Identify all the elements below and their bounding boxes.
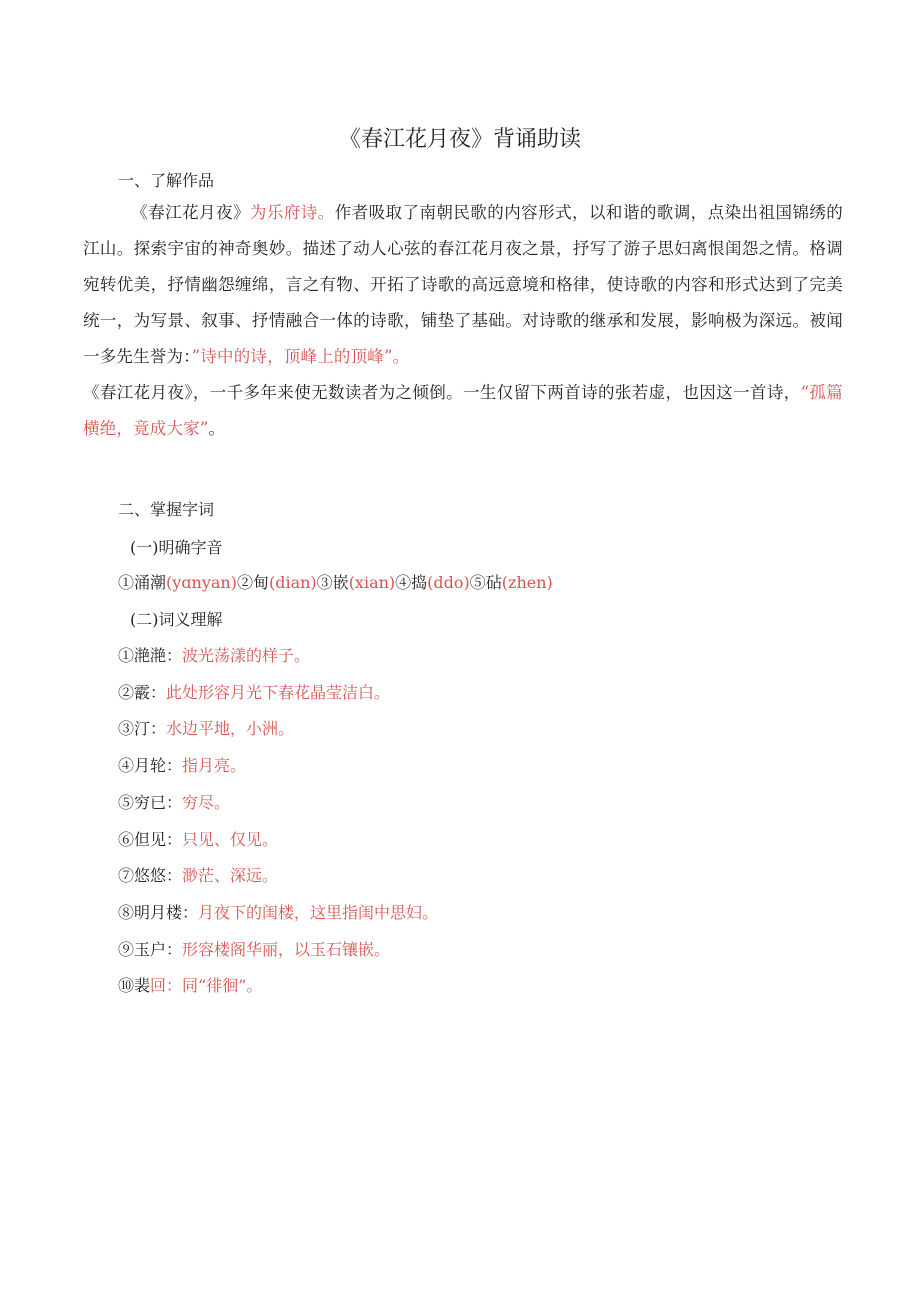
term-row	[118, 900, 438, 923]
term-word: ①滟滟：	[118, 646, 183, 665]
pinyin-row	[118, 570, 553, 593]
term-word: ⑨玉户：	[118, 939, 183, 959]
pinyin-value: (xian)	[348, 573, 396, 592]
term-meaning: 水边平地，小洲。	[166, 719, 295, 739]
text-run: 。	[208, 419, 226, 438]
term-word: ⑤穷已：	[118, 792, 183, 812]
text-run: ”诗中的诗，顶峰上的顶峰”。	[191, 347, 410, 366]
term-word: ⑩裴	[118, 976, 151, 996]
section-heading-2: 二、掌握字词	[118, 500, 215, 519]
text-run: 作者吸取了南朝民歌的内容形式，以和谐的歌调，点染出祖国锦绣的江山。探索宇宙的神奇奥妙。描述了动人心弦的春江花月夜之景，抒写了游子思妇离恨闺怨之情。格调宛转优美，抒情幽怨缠绵，言之有物、开拓了诗歌的高远意境和格律，使诗歌的内容和形式达到了完美统一，为写景、叙事、抒情融合一体的诗歌，铺垫了基础。对诗歌的继承和发展，影响极为深远。被闻一多先生誉为：	[83, 203, 844, 366]
term-row	[118, 716, 294, 739]
term-row	[118, 863, 278, 886]
subsection-pronunciation: (一)明确字音	[130, 538, 223, 557]
pinyin-word: ①涌潮	[118, 573, 167, 592]
paragraph-intro	[83, 195, 843, 375]
term-row	[118, 643, 310, 666]
term-word: ⑧明月楼：	[118, 902, 199, 922]
text-run: “孤篇横绝，竟成大家”	[83, 383, 843, 438]
term-word: ②霰：	[118, 682, 167, 702]
term-word: ⑦悠悠：	[118, 866, 183, 886]
term-meaning: 此处形容月光下春花晶莹洁白。	[166, 682, 391, 702]
pinyin-value: (zhen)	[501, 573, 553, 592]
text-run: 《春江花月夜》，一千多年来使无数读者为之倾倒。一生仅留下两首诗的张若虚，也因这一首诗，	[83, 383, 801, 402]
term-meaning: 回：同“徘徊”。	[150, 976, 263, 996]
pinyin-value: (yɑnyan)	[166, 573, 237, 592]
term-meaning: 渺茫、深远。	[182, 866, 279, 886]
term-word: ④月轮：	[118, 756, 183, 776]
pinyin-word: ⑤砧	[469, 573, 502, 592]
term-row	[118, 973, 262, 996]
term-meaning: 月夜下的闺楼，这里指闺中思妇。	[198, 902, 439, 922]
term-row	[118, 680, 390, 703]
term-row	[118, 753, 246, 776]
term-word: ③汀：	[118, 719, 167, 739]
term-meaning: 穷尽。	[182, 792, 231, 812]
term-meaning: 波光荡漾的样子。	[182, 646, 311, 665]
pinyin-value: (dian)	[268, 573, 317, 592]
page-title: 《春江花月夜》背诵助读	[338, 127, 581, 152]
term-row	[118, 827, 278, 850]
pinyin-word: ④捣	[395, 573, 428, 592]
term-word: ⑥但见：	[118, 829, 183, 849]
subsection-meaning: (二)词义理解	[130, 610, 223, 629]
paragraph-fame	[83, 375, 843, 447]
term-meaning: 指月亮。	[182, 756, 247, 776]
text-run: 为乐府诗。	[249, 203, 335, 222]
term-meaning: 形容楼阁华丽，以玉石镶嵌。	[182, 939, 391, 959]
term-meaning: 只见、仅见。	[182, 829, 279, 849]
pinyin-word: ③嵌	[316, 573, 349, 592]
pinyin-value: (ddo)	[427, 573, 470, 592]
pinyin-word: ②甸	[236, 573, 269, 592]
section-heading-1: 一、了解作品	[118, 171, 215, 190]
term-row	[118, 937, 390, 960]
term-row	[118, 790, 230, 813]
text-run: 《春江花月夜》	[131, 203, 250, 222]
